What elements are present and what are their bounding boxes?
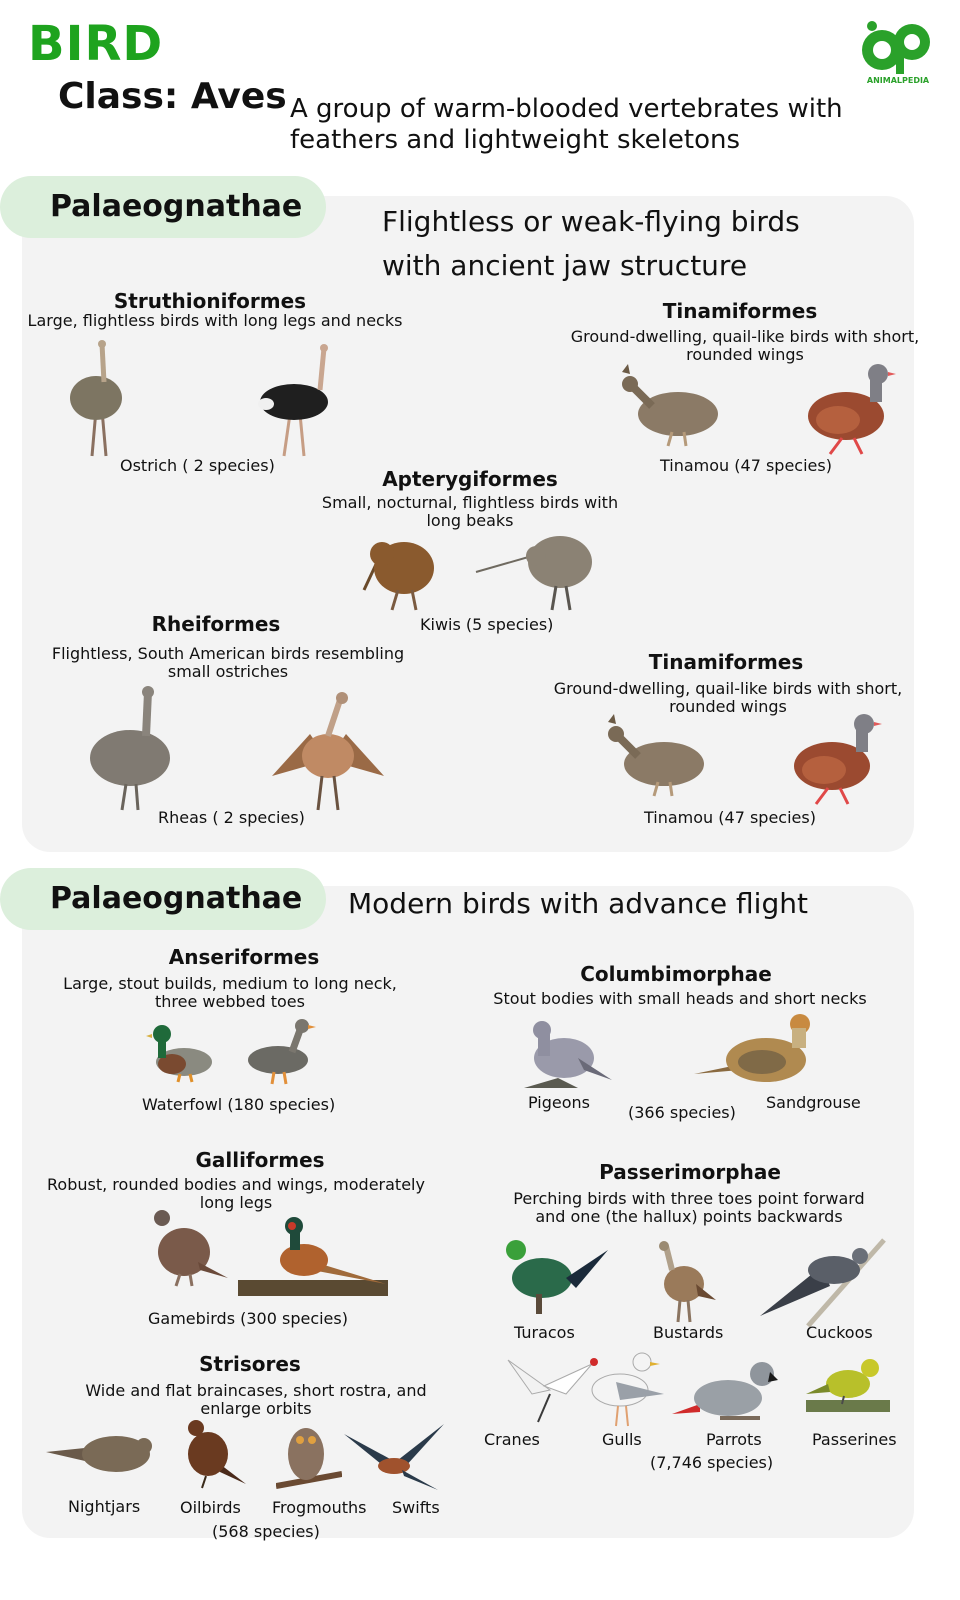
order-description: Wide and flat braincases, short rostra, and enlarge orbits	[85, 1381, 427, 1418]
order-name: Strisores	[199, 1352, 301, 1376]
tinamou-image	[612, 362, 724, 448]
order-name: Columbimorphae	[580, 962, 772, 986]
gull-image	[580, 1348, 666, 1428]
order-name: Galliformes	[195, 1148, 325, 1172]
order-description: Ground-dwelling, quail-like birds with short, rounded wings	[570, 327, 920, 364]
sandgrouse-image	[692, 1008, 818, 1092]
order-description: Stout bodies with small heads and short necks	[493, 989, 867, 1008]
intro-text: A group of warm-blooded vertebrates with feathers and lightweight skeletons	[290, 94, 843, 155]
species-caption: Sandgrouse	[766, 1093, 861, 1112]
tinamou-image	[598, 712, 710, 798]
oilbird-image	[176, 1418, 248, 1490]
species-caption: Frogmouths	[272, 1498, 367, 1517]
logo-text: ANIMALPEDIA	[866, 76, 930, 85]
species-caption: Gamebirds (300 species)	[148, 1309, 348, 1328]
nightjar-image	[44, 1424, 154, 1484]
species-caption: Cuckoos	[806, 1323, 873, 1342]
species-caption: Bustards	[653, 1323, 724, 1342]
frogmouth-image	[276, 1418, 342, 1494]
kiwi-image	[474, 530, 594, 614]
ostrich-image	[66, 340, 126, 458]
swift-image	[342, 1420, 446, 1492]
order-description: Small, nocturnal, flightless birds with long beaks	[321, 493, 619, 530]
mallard-image	[144, 1020, 216, 1084]
species-caption: Rheas ( 2 species)	[158, 808, 305, 827]
order-name: Anseriformes	[168, 945, 320, 969]
grouse-image	[148, 1208, 230, 1288]
order-description: Large, stout builds, medium to long neck, three webbed toes	[63, 974, 397, 1011]
passerine-image	[804, 1354, 892, 1430]
species-caption: Pigeons	[528, 1093, 591, 1112]
species-caption: Passerines	[812, 1430, 897, 1449]
tinamou-image	[804, 360, 896, 456]
class-line: Class: Aves	[58, 76, 287, 117]
species-count: (366 species)	[628, 1103, 736, 1122]
parrot-image	[670, 1358, 780, 1426]
pheasant-image	[238, 1214, 388, 1298]
order-name: Rheiformes	[151, 612, 281, 636]
species-caption: Tinamou (47 species)	[644, 808, 816, 827]
species-caption: Nightjars	[68, 1497, 141, 1516]
bustard-image	[652, 1240, 718, 1324]
species-caption: Turacos	[514, 1323, 575, 1342]
animalpedia-logo	[856, 14, 940, 86]
order-name: Tinamiformes	[662, 299, 818, 323]
order-name: Passerimorphae	[599, 1160, 781, 1184]
pigeon-image	[518, 1012, 614, 1092]
cuckoo-image	[758, 1236, 886, 1328]
page-title: BIRD	[28, 16, 164, 72]
order-name: Struthioniformes	[113, 289, 307, 313]
species-caption: Parrots	[706, 1430, 762, 1449]
species-caption: Waterfowl (180 species)	[142, 1095, 336, 1114]
order-description: Robust, rounded bodies and wings, moderately long legs	[47, 1175, 425, 1212]
order-description: Flightless, South American birds resembling small ostriches	[51, 644, 405, 681]
order-description: Perching birds with three toes point forward and one (the hallux) points backwards	[513, 1189, 865, 1226]
species-count: (568 species)	[212, 1522, 320, 1541]
species-caption: Tinamou (47 species)	[660, 456, 832, 475]
rhea-image	[86, 686, 176, 812]
species-caption: Oilbirds	[180, 1498, 241, 1517]
goose-image	[244, 1016, 318, 1086]
species-caption: Swifts	[392, 1498, 440, 1517]
species-caption: Cranes	[484, 1430, 540, 1449]
section-headline: Flightless or weak-flying birds	[382, 205, 800, 238]
rhea-image	[266, 690, 390, 812]
order-name: Tinamiformes	[648, 650, 804, 674]
turaco-image	[496, 1238, 610, 1318]
species-count: (7,746 species)	[650, 1453, 774, 1472]
section-pill: Palaeognathae	[0, 868, 326, 930]
order-description: Ground-dwelling, quail-like birds with short, rounded wings	[553, 679, 903, 716]
ostrich-image	[256, 344, 336, 458]
species-caption: Kiwis (5 species)	[420, 615, 554, 634]
tinamou-image	[790, 710, 882, 806]
section-pill: Palaeognathae	[0, 176, 326, 238]
order-name: Apterygiformes	[382, 467, 558, 491]
species-caption: Ostrich ( 2 species)	[120, 456, 275, 475]
section-headline: with ancient jaw structure	[382, 249, 748, 282]
section-headline: Modern birds with advance flight	[348, 887, 808, 920]
species-caption: Gulls	[602, 1430, 642, 1449]
order-description: Large, flightless birds with long legs and necks	[27, 311, 403, 330]
kiwi-image	[358, 530, 438, 612]
